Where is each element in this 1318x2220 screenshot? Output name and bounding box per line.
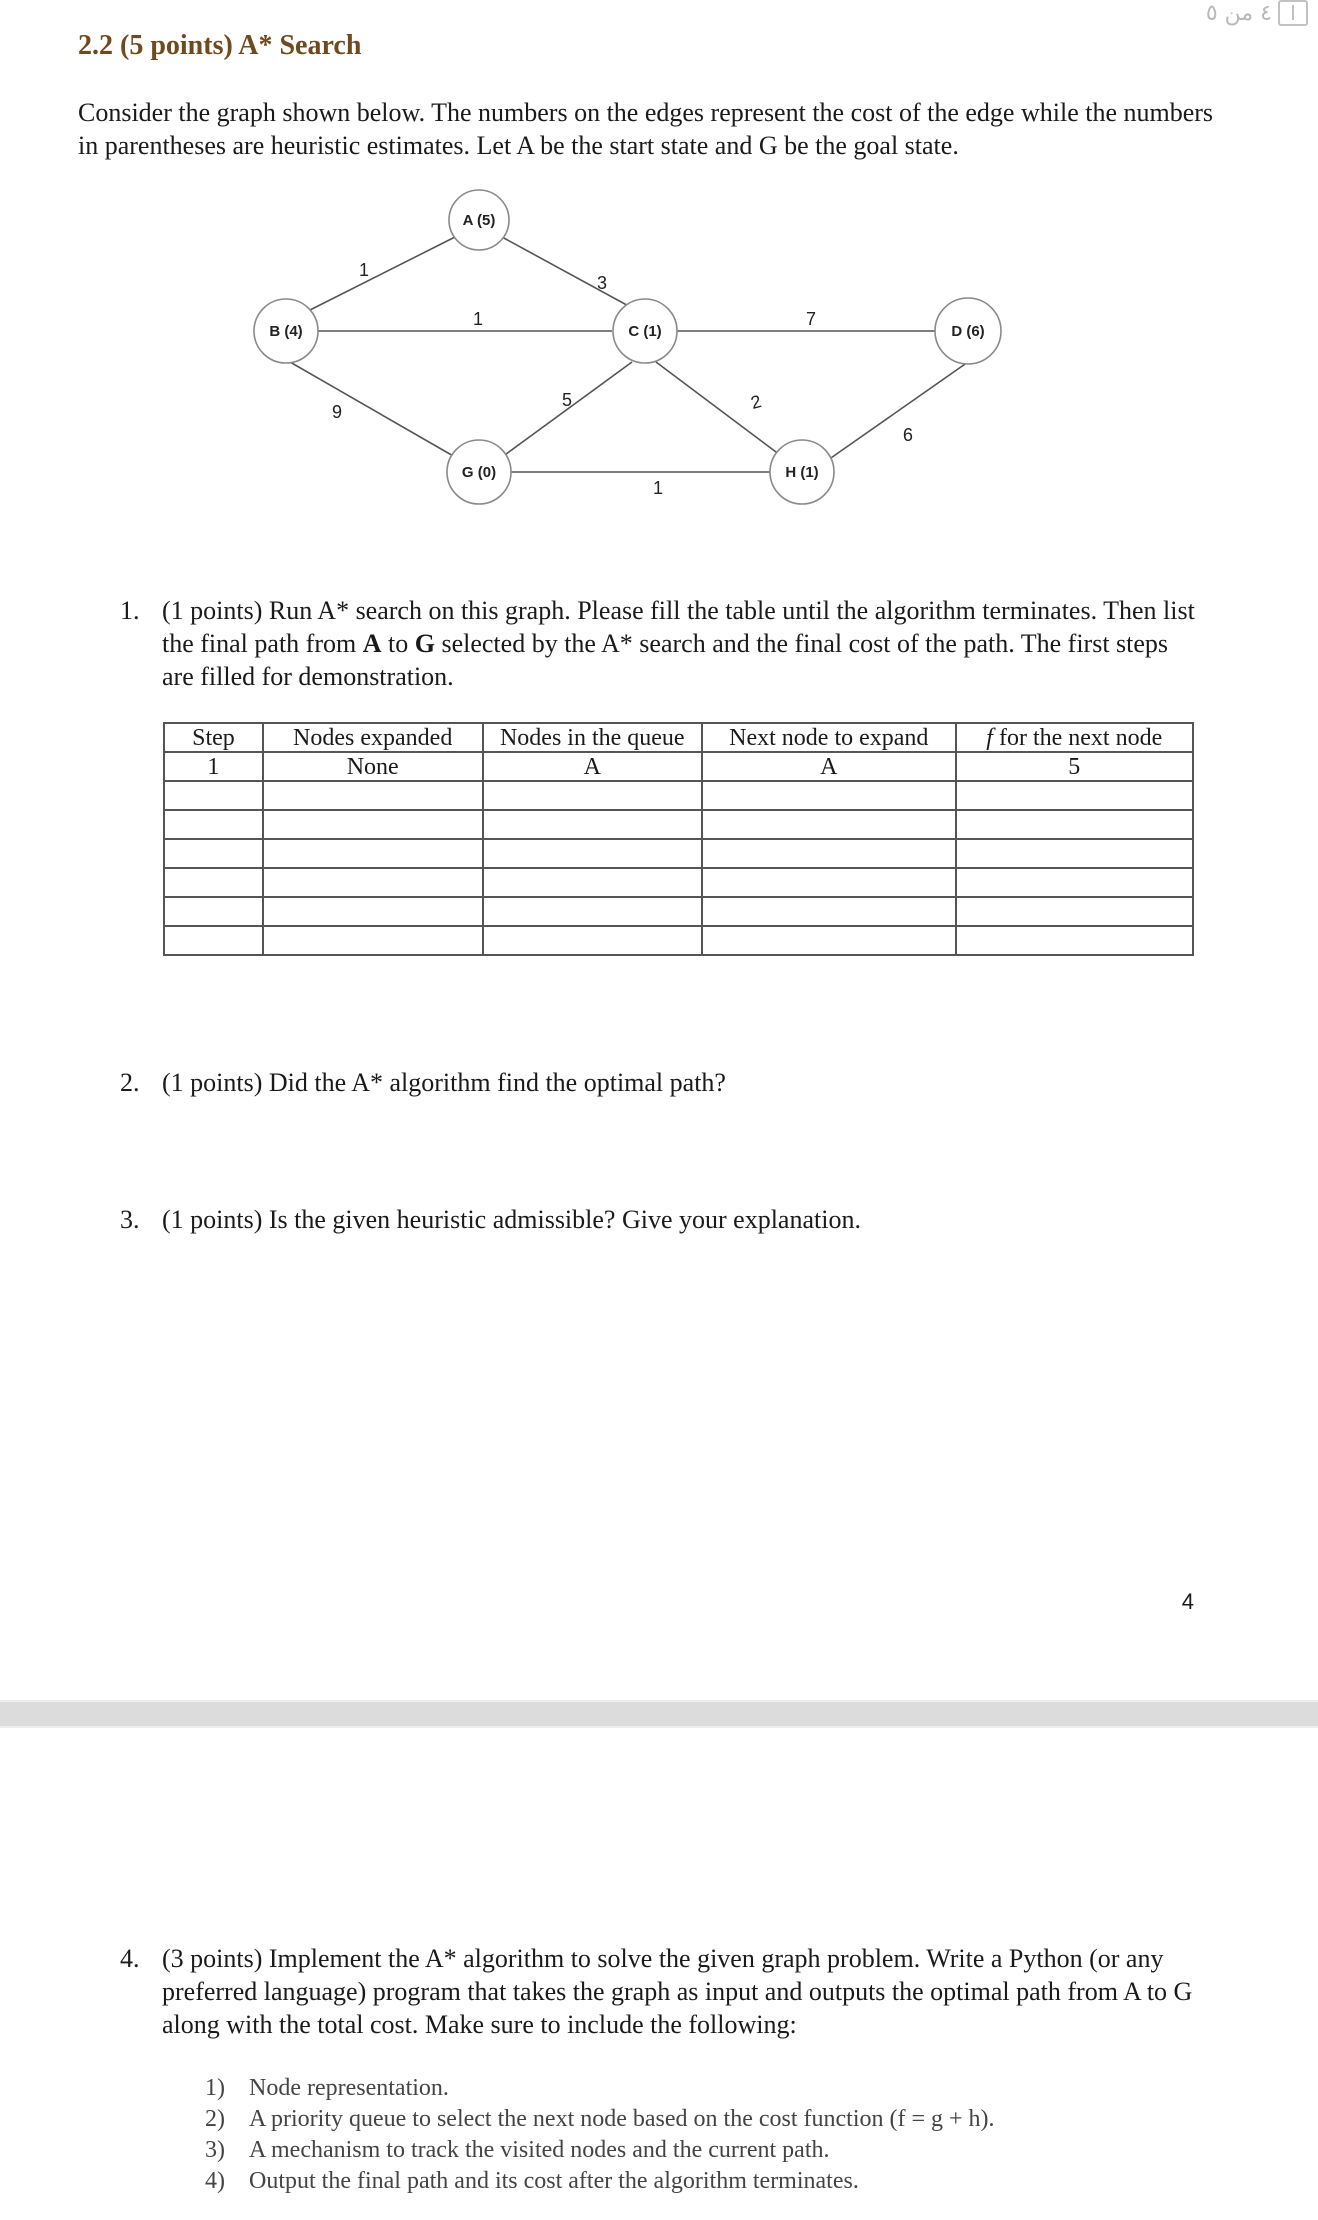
q2-text: (1 points) Did the A* algorithm find the optimal path?	[162, 1068, 726, 1097]
q4-requirements-list	[205, 2073, 995, 2197]
empty-cell[interactable]	[263, 781, 483, 810]
table-row	[164, 810, 1193, 839]
edge-b-g	[290, 362, 455, 457]
q1-text-mid: to	[381, 629, 415, 658]
section-title: 2.2 (5 points) A* Search	[78, 30, 362, 61]
edge-g-h-cost: 1	[652, 478, 664, 498]
list-item-number: 3)	[205, 2137, 225, 2163]
empty-cell[interactable]	[956, 839, 1193, 868]
empty-cell[interactable]	[164, 868, 263, 897]
empty-cell[interactable]	[483, 781, 703, 810]
page-number: 4	[1181, 1589, 1194, 1614]
q1-bold-g: G	[414, 629, 435, 658]
q3-text: (1 points) Is the given heuristic admissible? Give your explanation.	[162, 1205, 861, 1234]
table-row	[164, 868, 1193, 897]
empty-cell[interactable]	[956, 926, 1193, 955]
page-separator	[0, 1700, 1318, 1728]
edge-d-h	[828, 362, 968, 460]
list-item-number: 2)	[205, 2106, 225, 2132]
header-f-rest: for the next node	[992, 724, 1163, 751]
list-item-text: A mechanism to track the visited nodes and the current path.	[249, 2137, 830, 2163]
cell-expanded: None	[263, 752, 483, 781]
node-g-label: G (0)	[461, 464, 497, 481]
empty-cell[interactable]	[702, 839, 955, 868]
table-row	[164, 926, 1193, 955]
header-step: Step	[164, 723, 263, 752]
empty-cell[interactable]	[702, 810, 955, 839]
empty-cell[interactable]	[263, 810, 483, 839]
empty-cell[interactable]	[956, 868, 1193, 897]
header-nodes-queue: Nodes in the queue	[483, 723, 703, 752]
node-h-label: H (1)	[785, 464, 819, 481]
list-item	[205, 2104, 995, 2135]
cell-next: A	[702, 752, 955, 781]
empty-cell[interactable]	[483, 810, 703, 839]
empty-cell[interactable]	[164, 926, 263, 955]
edge-a-b-cost: 1	[358, 260, 370, 280]
empty-cell[interactable]	[263, 839, 483, 868]
empty-cell[interactable]	[956, 897, 1193, 926]
empty-cell[interactable]	[164, 897, 263, 926]
empty-cell[interactable]	[702, 781, 955, 810]
header-nodes-expanded: Nodes expanded	[263, 723, 483, 752]
q1-bold-a: A	[362, 629, 382, 658]
empty-cell[interactable]	[483, 897, 703, 926]
list-item	[205, 2166, 995, 2197]
edge-c-d-cost: 7	[805, 309, 817, 329]
empty-cell[interactable]	[702, 897, 955, 926]
header-f-italic: f	[986, 724, 993, 751]
empty-cell[interactable]	[164, 839, 263, 868]
empty-cell[interactable]	[702, 868, 955, 897]
edge-a-b	[310, 237, 455, 310]
edge-c-g-cost: 5	[561, 390, 573, 410]
intro-paragraph: Consider the graph shown below. The numbers on the edges represent the cost of the edge while the numbers in parentheses are heuristic estimates. Let A be the start state and G be the goal state.	[78, 98, 1214, 160]
cell-f: 5	[956, 752, 1193, 781]
table-row	[164, 839, 1193, 868]
header-next-node: Next node to expand	[702, 723, 955, 752]
edge-a-c	[502, 237, 645, 315]
empty-cell[interactable]	[702, 926, 955, 955]
list-item-number: 1)	[205, 2075, 225, 2101]
empty-cell[interactable]	[956, 781, 1193, 810]
list-item-number: 4)	[205, 2168, 225, 2194]
node-d-label: D (6)	[951, 323, 985, 340]
list-item	[205, 2135, 995, 2166]
table-row	[164, 897, 1193, 926]
table-row	[164, 781, 1193, 810]
list-item-text: A priority queue to select the next node based on the cost function (f = g + h).	[249, 2106, 995, 2132]
list-item-text: Output the final path and its cost after the algorithm terminates.	[249, 2168, 859, 2194]
edge-a-c-cost: 3	[596, 273, 608, 293]
header-f-next	[956, 723, 1193, 752]
astar-table	[163, 722, 1194, 956]
q4-text: (3 points) Implement the A* algorithm to solve the given graph problem. Write a Python (or any preferred language) program that takes the graph as input and outputs the optimal path from A to G along with the total cost. Make sure to include the following:	[162, 1944, 1193, 2039]
edge-c-h-cost: 2	[748, 391, 764, 413]
page-indicator-text: ٤ من ٥	[1205, 0, 1272, 26]
edge-b-g-cost: 9	[331, 402, 343, 422]
empty-cell[interactable]	[164, 810, 263, 839]
q1-text-before: (1 points) Run A* search on this graph. Please fill the table until the algorithm terminates. Then list the final path from	[162, 596, 1195, 658]
q1-text-after: selected by the A* search and the final cost of the path. The first steps are filled for demonstration.	[162, 629, 1169, 691]
empty-cell[interactable]	[483, 926, 703, 955]
empty-cell[interactable]	[164, 781, 263, 810]
node-b-label: B (4)	[269, 323, 303, 340]
empty-cell[interactable]	[483, 868, 703, 897]
edge-b-c-cost: 1	[472, 309, 484, 329]
q1-number: 1.	[120, 596, 140, 625]
node-a-label: A (5)	[462, 212, 496, 229]
node-c-label: C (1)	[628, 323, 662, 340]
q4-number: 4.	[120, 1944, 140, 1973]
empty-cell[interactable]	[263, 897, 483, 926]
graph-diagram	[0, 0, 1318, 560]
edge-d-h-cost: 9	[902, 424, 914, 444]
empty-cell[interactable]	[483, 839, 703, 868]
q3-number: 3.	[120, 1205, 140, 1234]
empty-cell[interactable]	[263, 868, 483, 897]
empty-cell[interactable]	[956, 810, 1193, 839]
q1-text	[162, 594, 1202, 693]
list-item	[205, 2073, 995, 2104]
q2-number: 2.	[120, 1068, 140, 1097]
table-row	[164, 752, 1193, 781]
list-item-text: Node representation.	[249, 2075, 449, 2101]
cell-queue: A	[483, 752, 703, 781]
cell-step: 1	[164, 752, 263, 781]
empty-cell[interactable]	[263, 926, 483, 955]
table-header-row	[164, 723, 1193, 752]
